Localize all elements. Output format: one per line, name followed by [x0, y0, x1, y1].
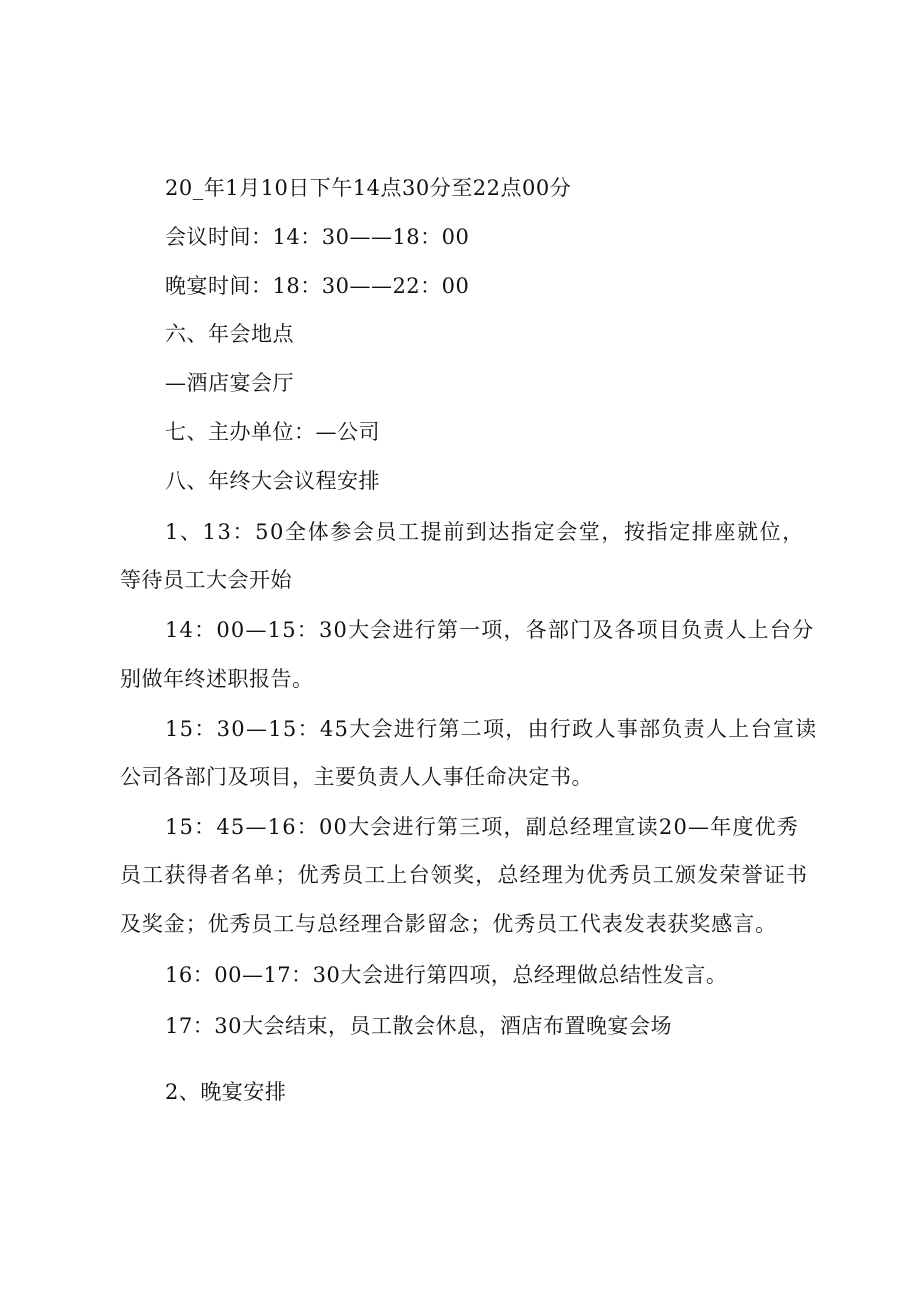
section-heading-banquet: 2、晚宴安排 — [165, 1080, 287, 1104]
agenda-item-3-line-2: 公司各部门及项目，主要负责人人事任命决定书。 — [120, 765, 593, 789]
agenda-item-6-line: 17：30大会结束，员工散会休息，酒店布置晚宴会场 — [165, 1014, 672, 1038]
agenda-item-4-line-2: 员工获得者名单；优秀员工上台领奖，总经理为优秀员工颁发荣誉证书 — [120, 863, 809, 887]
section-heading-host: 七、主办单位：—公司 — [165, 420, 380, 444]
section-heading-venue: 六、年会地点 — [165, 322, 294, 346]
agenda-item-4-line-3: 及奖金；优秀员工与总经理合影留念；优秀员工代表发表获奖感言。 — [120, 912, 777, 936]
agenda-item-4-line-1: 15：45—16：00大会进行第三项，副总经理宣读20—年度优秀 — [165, 815, 800, 839]
agenda-item-1-line-1: 1、13：50全体参会员工提前到达指定会堂，按指定排座就位， — [165, 520, 805, 544]
meeting-time-line: 会议时间：14：30——18：00 — [165, 225, 470, 249]
agenda-item-1-line-2: 等待员工大会开始 — [120, 568, 292, 592]
venue-line: —酒店宴会厅 — [165, 371, 294, 395]
agenda-item-5-line: 16：00—17：30大会进行第四项，总经理做总结性发言。 — [165, 963, 728, 987]
section-heading-agenda: 八、年终大会议程安排 — [165, 469, 380, 493]
event-date-line: 20_年1月10日下午14点30分至22点00分 — [165, 176, 572, 200]
agenda-item-2-line-2: 别做年终述职报告。 — [120, 667, 314, 691]
banquet-time-line: 晚宴时间：18：30——22：00 — [165, 274, 470, 298]
agenda-item-3-line-1: 15：30—15：45大会进行第二项，由行政人事部负责人上台宣读 — [165, 717, 818, 741]
agenda-item-2-line-1: 14：00—15：30大会进行第一项，各部门及各项目负责人上台分 — [165, 618, 815, 642]
